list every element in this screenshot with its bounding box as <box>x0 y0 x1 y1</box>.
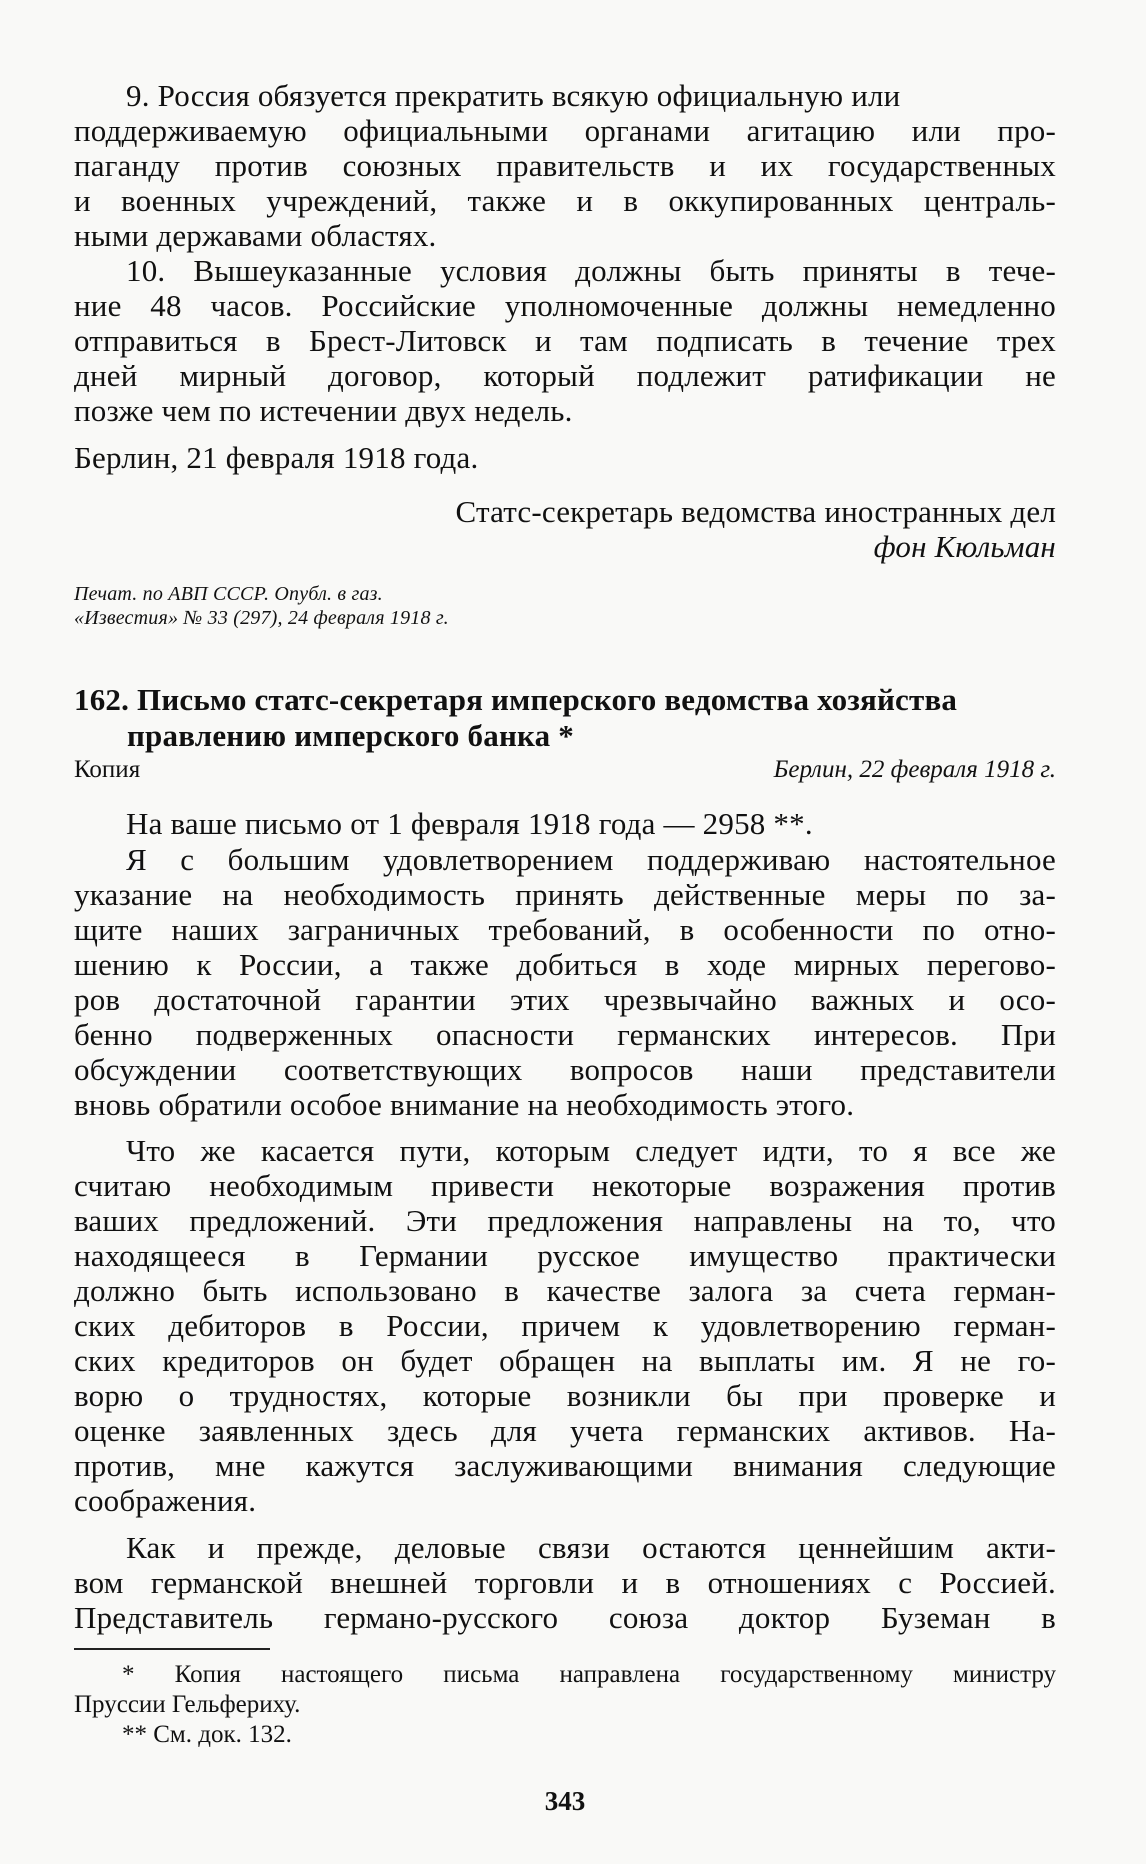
document-heading: правлению имперского банка * <box>127 718 574 753</box>
paragraph-line: указание на необходимость принять действенные меры по за- <box>74 877 1056 912</box>
signer-title: Статс-секретарь ведомства иностранных дел <box>455 494 1056 529</box>
source-note: Печат. по АВП СССР. Опубл. в газ. <box>74 583 383 605</box>
paragraph-line: вновь обратили особое внимание на необходимость этого. <box>74 1087 855 1122</box>
paragraph-line: На ваше письмо от 1 февраля 1918 года — 2958 **. <box>126 806 813 841</box>
paragraph-line: щите наших заграничных требований, в особенности по отно- <box>74 912 1056 947</box>
paragraph-line: Что же касается пути, которым следует идти, то я все же <box>126 1133 1056 1168</box>
copy-label: Копия <box>74 756 141 783</box>
place-date: Берлин, 22 февраля 1918 г. <box>773 756 1056 783</box>
paragraph-line: поддерживаемую официальными органами агитацию или про- <box>74 113 1056 148</box>
paragraph-line: ние 48 часов. Российские уполномоченные должны немедленно <box>74 288 1056 323</box>
paragraph-line: ров достаточной гарантии этих чрезвычайно важных и осо- <box>74 982 1056 1017</box>
paragraph-line: ских кредиторов он будет обращен на выплаты им. Я не го- <box>74 1343 1056 1378</box>
footnote: Пруссии Гельфериху. <box>74 1691 301 1718</box>
source-note: «Известия» № 33 (297), 24 февраля 1918 г. <box>74 607 449 629</box>
paragraph-line: шению к России, а также добиться в ходе мирных перегово- <box>74 947 1056 982</box>
paragraph-line: и военных учреждений, также и в оккупированных централь- <box>74 183 1056 218</box>
footnote: ** См. док. 132. <box>122 1721 292 1748</box>
paragraph-line: бенно подверженных опасности германских интересов. При <box>74 1017 1056 1052</box>
paragraph-line: отправиться в Брест-Литовск и там подписать в течение трех <box>74 323 1056 358</box>
paragraph-line: оценке заявленных здесь для учета германских активов. На- <box>74 1413 1056 1448</box>
paragraph-line: Я с большим удовлетворением поддерживаю настоятельное <box>126 842 1056 877</box>
paragraph-line: ными державами областях. <box>74 218 437 253</box>
paragraph-line: 10. Вышеуказанные условия должны быть приняты в тече- <box>126 253 1056 288</box>
paragraph-line: позже чем по истечении двух недель. <box>74 393 573 428</box>
document-heading: 162. Письмо статс-секретаря имперского ведомства хозяйства <box>74 682 958 717</box>
paragraph-line: дней мирный договор, который подлежит ратификации не <box>74 358 1056 393</box>
paragraph-line: обсуждении соответствующих вопросов наши представители <box>74 1052 1056 1087</box>
paragraph-line: ворю о трудностях, которые возникли бы при проверке и <box>74 1378 1056 1413</box>
footnote-rule <box>74 1648 270 1650</box>
paragraph-line: Представитель германо-русского союза доктор Буземан в <box>74 1600 1056 1635</box>
paragraph-line: находящееся в Германии русское имущество практически <box>74 1238 1056 1273</box>
page-number: 343 <box>544 1786 586 1816</box>
paragraph-line: 9. Россия обязуется прекратить всякую официальную или <box>126 78 901 113</box>
paragraph-line: вом германской внешней торговли и в отношениях с Россией. <box>74 1565 1056 1600</box>
paragraph-line: против, мне кажутся заслуживающими внимания следующие <box>74 1448 1056 1483</box>
signer-name: фон Кюльман <box>873 529 1056 564</box>
date-line: Берлин, 21 февраля 1918 года. <box>74 440 479 475</box>
paragraph-line: соображения. <box>74 1483 257 1518</box>
footnote: * Копия настоящего письма направлена государственному министру <box>122 1661 1056 1688</box>
paragraph-line: ваших предложений. Эти предложения направлены на то, что <box>74 1203 1056 1238</box>
paragraph-line: паганду против союзных правительств и их государственных <box>74 148 1056 183</box>
paragraph-line: должно быть использовано в качестве залога за счета герман- <box>74 1273 1056 1308</box>
paragraph-line: ских дебиторов в России, причем к удовлетворению герман- <box>74 1308 1056 1343</box>
paragraph-line: считаю необходимым привести некоторые возражения против <box>74 1168 1056 1203</box>
paragraph-line: Как и прежде, деловые связи остаются ценнейшим акти- <box>126 1530 1056 1565</box>
